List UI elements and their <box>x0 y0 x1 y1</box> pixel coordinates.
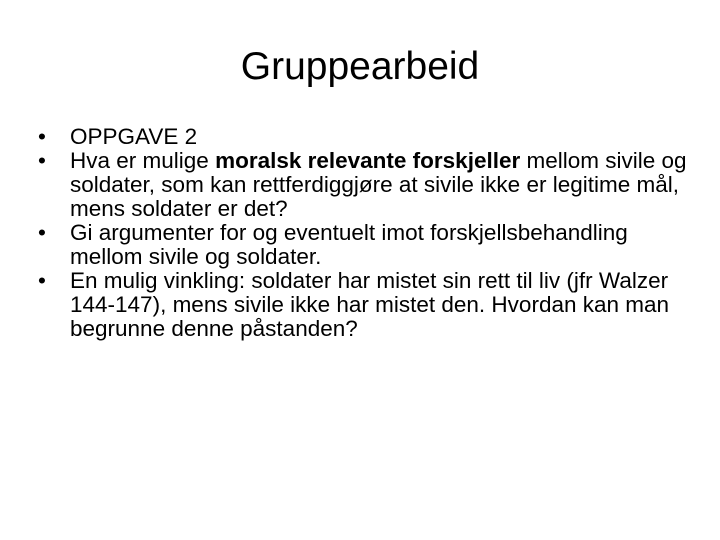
bullet-text-end: mellom sivile og soldater, som kan rettferdiggjøre at sivile ikke er legitime mål, mens soldater er det? <box>70 148 687 221</box>
bullet-text-emphasis: moralsk relevante forskjeller <box>215 148 521 173</box>
bullet-text-start: Hva er mulige <box>70 148 216 173</box>
bullet-item-approach <box>36 269 696 341</box>
bullet-text: En mulig vinkling: soldater har mistet sin rett til liv (jfr Walzer 144-147), mens sivile ikke har mistet den. Hvordan kan man begrunne denne påstanden? <box>70 268 670 341</box>
bullet-text: Gi argumenter for og eventuelt imot forskjellsbehandling mellom sivile og soldater. <box>70 220 628 269</box>
bullet-text: OPPGAVE 2 <box>70 124 198 149</box>
slide-title: Gruppearbeid <box>240 45 480 88</box>
bullet-dot-icon: • <box>38 148 46 173</box>
bullet-item-oppgave <box>36 125 696 149</box>
bullet-dot-icon: • <box>38 124 46 149</box>
bullet-item-arguments <box>36 221 696 269</box>
bullet-list <box>36 125 696 341</box>
bullet-item-question <box>36 149 696 221</box>
bullet-dot-icon: • <box>38 220 46 245</box>
bullet-dot-icon: • <box>38 268 46 293</box>
